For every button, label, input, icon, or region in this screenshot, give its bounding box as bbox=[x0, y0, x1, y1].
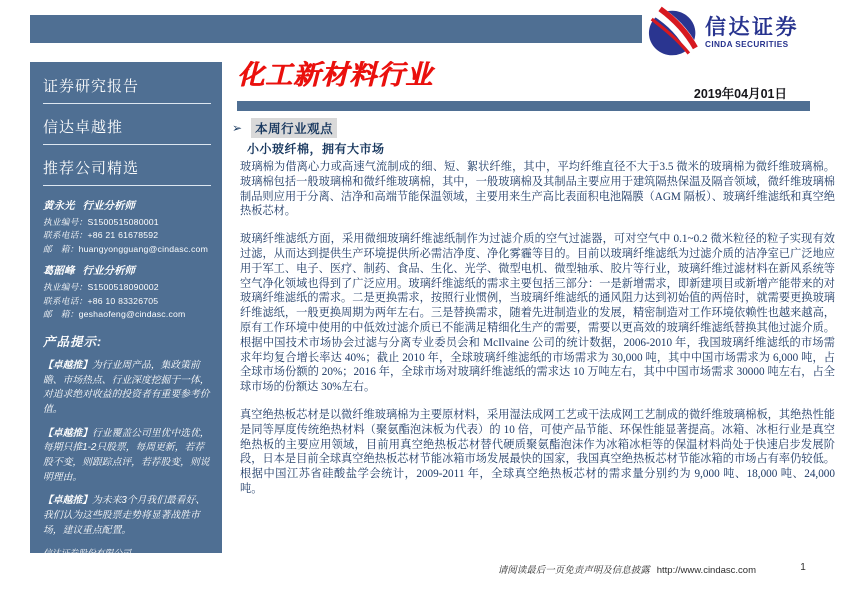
arrow-bullet-icon: ➢ bbox=[232, 121, 243, 135]
header-bar bbox=[30, 15, 642, 43]
analyst-email[interactable]: geshaofeng@cindasc.com bbox=[78, 309, 186, 320]
license-row: 执业编号：S1500515080001 bbox=[43, 217, 159, 227]
product-note: 【卓越推】行业覆盖公司里优中选优，每期只推1-2只股票，每周更新，若荐股不变，则跟踪点评，若荐股变，则说明理由。 bbox=[43, 427, 210, 483]
analyst-role: 行业分析师 bbox=[82, 200, 135, 212]
analyst-name: 黄永光 行业分析师 bbox=[43, 200, 135, 212]
report-title: 化工新材料行业 bbox=[237, 60, 433, 90]
analyst-name: 葛韶峰 行业分析师 bbox=[43, 265, 135, 278]
company-name-en: CINDA SECURITIES CO.,LTD bbox=[43, 561, 170, 573]
product-tips-heading: 产品提示: bbox=[43, 334, 103, 349]
product-note: 【卓越推】为行业周产品，集政策前瞻、市场热点、行业深度挖掘于一体，对追求绝对收益的投资者有重要参考价值。 bbox=[43, 359, 210, 415]
section-heading bbox=[232, 118, 337, 138]
section-label: 本周行业观点 bbox=[251, 118, 337, 138]
email-row: 邮 箱：geshaofeng@cindasc.com bbox=[43, 309, 186, 320]
cinda-logo bbox=[648, 5, 838, 61]
license-row: 执业编号：S1500518090002 bbox=[43, 282, 159, 293]
analyst-block bbox=[43, 263, 211, 321]
note-tag: 【卓越推】 bbox=[43, 359, 92, 371]
report-body bbox=[240, 160, 835, 510]
body-paragraph: 玻璃棉为借离心力或高速气流制成的细、短、絮状纤维，其中，平均纤维直径不大于3.5 微米的玻璃棉为微纤维玻璃棉。玻璃棉包括一般玻璃棉和微纤维玻璃棉，其中，一般玻璃棉及其制品主要应用于建筑隔热保温及隔音领域，微纤维玻璃棉制品则应用于分离、洁净和高端节能保温领域，主要用来生产高比表面积电池隔膜（AGM 隔板）、玻璃纤维滤纸和真空绝热板芯材。 bbox=[240, 161, 835, 218]
company-info bbox=[43, 547, 211, 606]
phone-row: 联系电话：+86 21 61678592 bbox=[43, 230, 159, 241]
cinda-globe-swoosh-icon bbox=[648, 8, 700, 58]
body-paragraph: 真空绝热板芯材是以微纤维玻璃棉为主要原材料，采用湿法成网工艺或干法成网工艺制成的微纤维玻璃棉板，其绝热性能是同等厚度传统绝热材料（聚氨酯泡沫板为代表）的 10 倍，可使产品节能、环保性能显著提高。冰箱、冰柜行业是真空绝热板的主要应用领域，目前用真空绝热板芯材替代硬质聚氨酯泡沫作为冰箱冰柜等的保温材料尚处于快速启步发展阶段，日本是目前全球真空绝热板芯材节能冰箱市场发展最快的国家，我国真空绝热板芯材节能冰箱的市场占有率仍较低。根据中国江苏省硅酸盐学会统计，2009-2011 年，全球真空绝热板芯材的需求量分别约为 9,000 吨、18,000 吨、24,000 吨。 bbox=[240, 408, 835, 495]
email-row: 邮 箱：huangyongguang@cindasc.com bbox=[43, 243, 209, 254]
cinda-logo-text bbox=[705, 17, 799, 49]
analyst-role: 行业分析师 bbox=[82, 265, 135, 278]
product-note: 【卓越推】为未来3个月我们最看好、我们认为这些股票走势将显著战胜市场，建议重点配置。 bbox=[43, 495, 206, 536]
logo-en-name: CINDA SECURITIES bbox=[705, 40, 789, 50]
note-tag: 【卓越推】 bbox=[43, 427, 92, 439]
analyst-email[interactable]: huangyongguang@cindasc.com bbox=[78, 243, 209, 254]
sidebar-item-cinda-zhuoyuetui: 信达卓越推 bbox=[43, 116, 211, 145]
sidebar bbox=[30, 62, 222, 604]
company-address: 北京市西城区闹市口大街9号院1号楼 bbox=[43, 575, 185, 586]
footer-disclaimer: 请阅读最后一页免责声明及信息披露 http://www.cindasc.com bbox=[497, 565, 756, 576]
footer-url[interactable]: http://www.cindasc.com bbox=[656, 565, 756, 576]
company-postcode: 邮编：100031 bbox=[43, 593, 99, 604]
body-paragraph: 玻璃纤维滤纸方面，采用微细玻璃纤维滤纸制作为过滤介质的空气过滤器，可对空气中 0.1~0.2 微米粒径的粒子实现有效过滤，从而达到提供生产环境提供所必需洁净度、净化雾霾等目的。目前以玻璃纤维滤纸为过滤介质的洁净室已广泛地应用于军工、电子、医疗、制药、食品、生化、光学、微型电机、微型轴承、胶片等行业，玻璃纤维过滤材料在新风系统等空气净化领域也得到了广泛应用。玻璃纤维滤纸的需求主要包括三部分：一是新增需求，即新建项目或新增产能带来的对玻璃纤维滤纸的需求。二是更换需求，按照行业惯例，当玻璃纤维滤纸的通风阻力达到初始值的两倍时，就需要更换玻璃纤维滤纸，一般更换周期为两年左右。三是替换需求，随着先进制造业的发展，精密制造对工作环境依赖性也越来越高，原有工作环境中使用的中低效过滤介质已不能满足精细化生产的需要，需要以更高效的玻璃纤维滤纸替换其他过滤介质。根据中国技术市场协会过滤与分离专业委员会和 McIlvaine 公司的统计数据，2006-2010 年，我国玻璃纤维滤纸的市场需求年均复合增长率达 40%；截止 2010 年，全球玻璃纤维滤纸的市场需求为 30,000 吨，其中中国市场需求为 6,000 吨，占全球市场份额的 20%；2016 年，全球市场对玻璃纤维滤纸的需求达 10 万吨左右，其中中国市场需求 30000 吨左右，占全球市场的份额达 30%左右。 bbox=[240, 233, 835, 394]
note-tag: 【卓越推】 bbox=[43, 495, 92, 507]
company-name-cn: 信达证券股份有限公司 bbox=[43, 548, 131, 559]
report-date: 2019年04月01日 bbox=[693, 87, 787, 101]
phone-row: 联系电话：+86 10 83326705 bbox=[43, 295, 159, 306]
sidebar-item-recommended-companies: 推荐公司精选 bbox=[43, 157, 211, 186]
sidebar-item-research-report: 证券研究报告 bbox=[43, 75, 211, 104]
analyst-block bbox=[43, 198, 211, 256]
logo-cn-name: 信达证券 bbox=[705, 15, 799, 39]
title-divider bbox=[237, 101, 810, 111]
report-subtitle: 小小玻纤棉，拥有大市场 bbox=[247, 142, 385, 156]
page-number: 1 bbox=[800, 562, 806, 573]
